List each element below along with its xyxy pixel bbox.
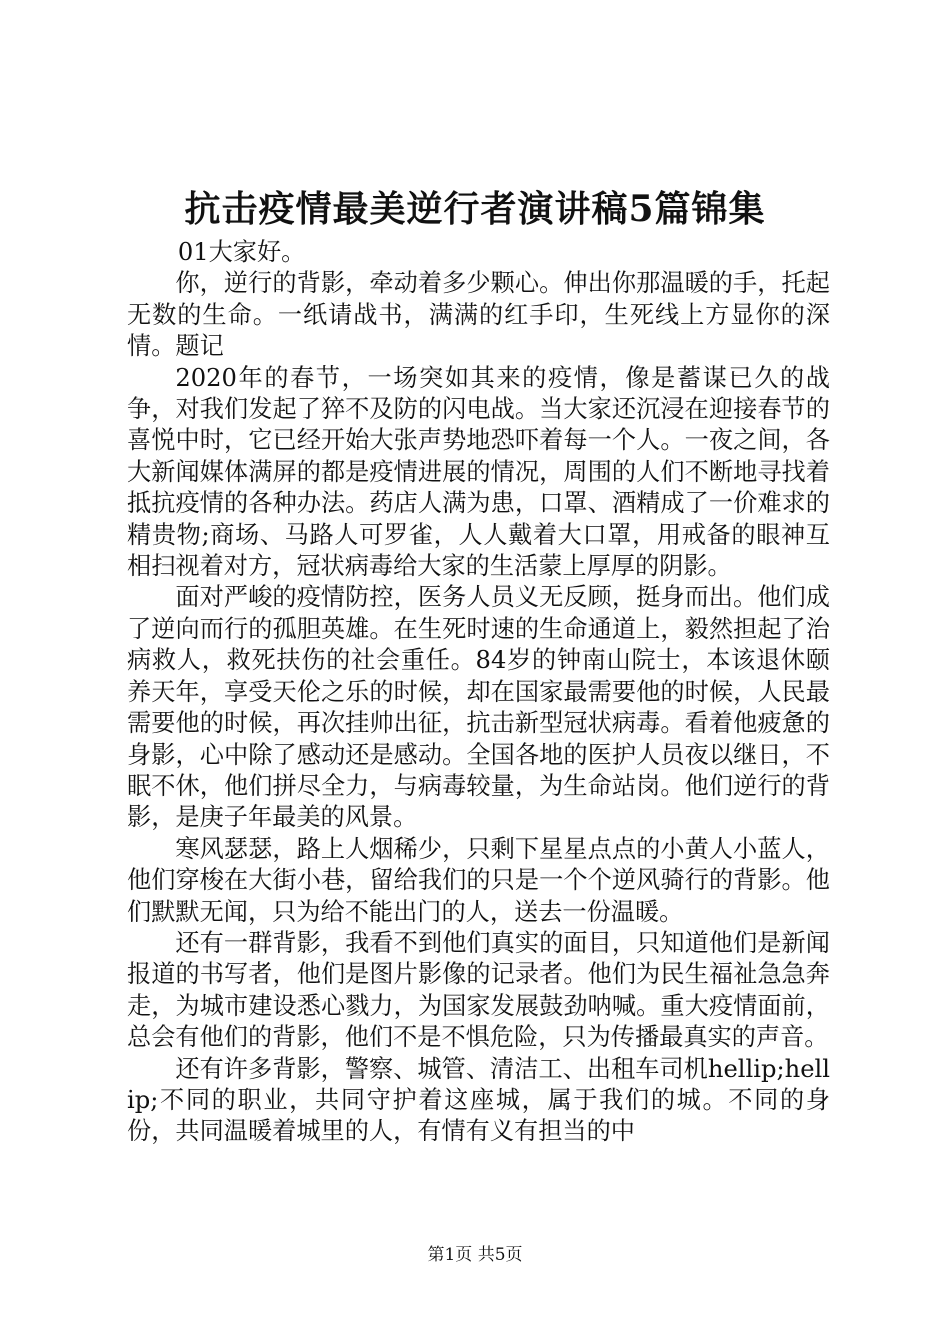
- paragraph-outbreak: 2020年的春节，一场突如其来的疫情，像是蓄谋已久的战争，对我们发起了猝不及防的闪电战。当大家还沉浸在迎接春节的喜悦中时，它已经开始大张声势地恐吓着每一个人。一夜之间，各大新闻媒体满屏的都是疫情进展的情况，周围的人们不断地寻找着抵抗疫情的各种办法。药店人满为患，口罩、酒精成了一价难求的精贵物;商场、马路人可罗雀，人人戴着大口罩，用戒备的眼神互相扫视着对方，冠状病毒给大家的生活蒙上厚厚的阴影。: [127, 363, 830, 581]
- paragraph-journalists: 还有一群背影，我看不到他们真实的面目，只知道他们是新闻报道的书写者，他们是图片影像的记录者。他们为民生福祉急急奔走，为城市建设悉心戮力，为国家发展鼓劲呐喊。重大疫情面前，总会有他们的背影，他们不是不惧危险，只为传播最真实的声音。: [127, 928, 830, 1052]
- paragraph-delivery-riders: 寒风瑟瑟，路上人烟稀少，只剩下星星点点的小黄人小蓝人，他们穿梭在大街小巷，留给我们的只是一个个逆风骑行的背影。他们默默无闻，只为给不能出门的人，送去一份温暖。: [127, 834, 830, 926]
- paragraph-epigraph: 你，逆行的背影，牵动着多少颗心。伸出你那温暖的手，托起无数的生命。一纸请战书，满满的红手印，生死线上方显你的深情。题记: [127, 269, 830, 361]
- paragraph-other-workers: 还有许多背影，警察、城管、清洁工、出租车司机hellip;hellip;不同的职业，共同守护着这座城，属于我们的城。不同的身份，共同温暖着城里的人，有情有义有担当的中: [127, 1054, 830, 1146]
- document-title: 抗击疫情最美逆行者演讲稿5篇锦集: [184, 188, 766, 230]
- paragraph-greeting: 01大家好。: [177, 238, 306, 266]
- paragraph-medical-staff: 面对严峻的疫情防控，医务人员义无反顾，挺身而出。他们成了逆向而行的孤胆英雄。在生死时速的生命通道上，毅然担起了治病救人，救死扶伤的社会重任。84岁的钟南山院士，本该退休颐养天年，享受天伦之乐的时候，却在国家最需要他的时候，人民最需要他的时候，再次挂帅出征，抗击新型冠状病毒。看着他疲惫的身影，心中除了感动还是感动。全国各地的医护人员夜以继日，不眠不休，他们拼尽全力，与病毒较量，为生命站岗。他们逆行的背影，是庚子年最美的风景。: [127, 583, 830, 832]
- page-footer: 第1页 共5页: [427, 1245, 523, 1265]
- document-body: [127, 237, 830, 1148]
